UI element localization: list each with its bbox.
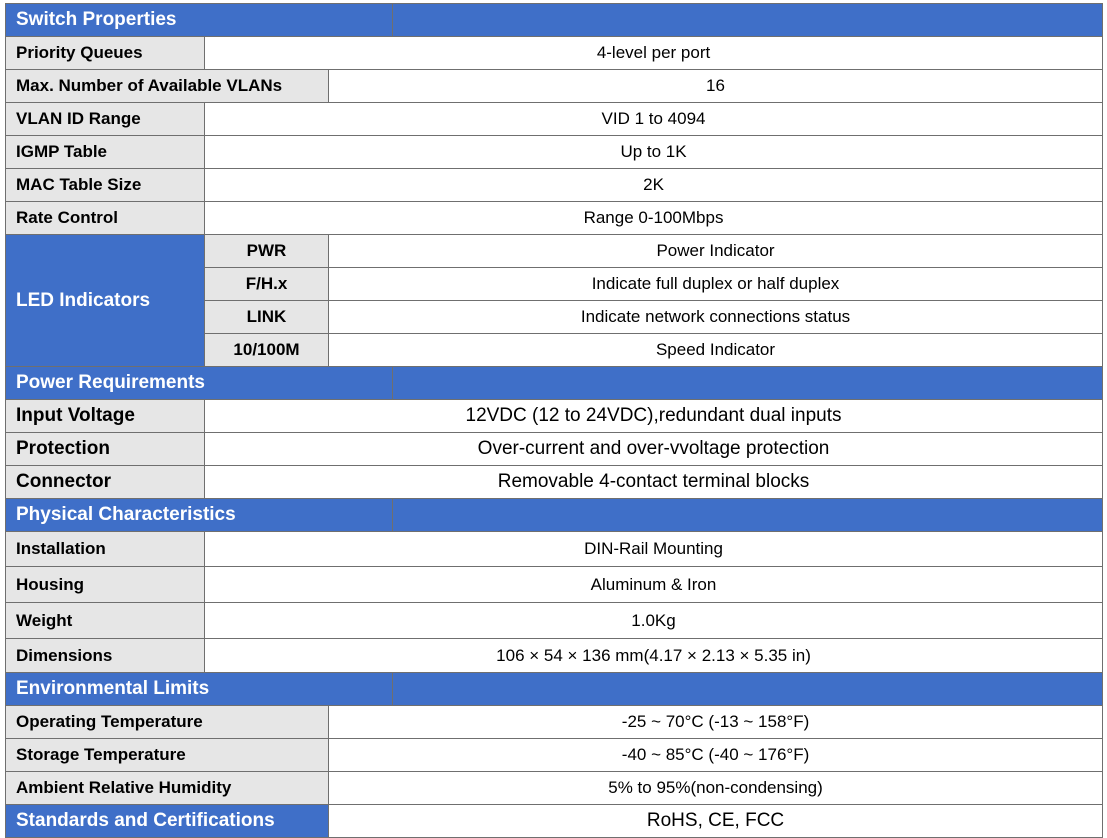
section-header-power: Power Requirements [6,367,393,400]
section-header-physical: Physical Characteristics [6,499,393,532]
spec-table [5,3,1103,838]
table-row [6,639,1103,673]
section-row-environment [6,673,1103,706]
table-row [6,235,1103,268]
table-row [6,169,1103,202]
led-indicators-label: LED Indicators [6,235,205,367]
table-row [6,202,1103,235]
spec-value: 2K [205,169,1103,202]
spec-label: Installation [6,532,205,567]
spec-value: Up to 1K [205,136,1103,169]
table-row [6,103,1103,136]
spec-value: Removable 4-contact terminal blocks [205,466,1103,499]
spec-label: MAC Table Size [6,169,205,202]
spec-label: Storage Temperature [6,739,329,772]
spec-label: Max. Number of Available VLANs [6,70,329,103]
spec-label: IGMP Table [6,136,205,169]
table-row [6,532,1103,567]
table-row [6,772,1103,805]
table-row [6,70,1103,103]
led-name: 10/100M [205,334,329,367]
spec-value: Range 0-100Mbps [205,202,1103,235]
led-value: Speed Indicator [329,334,1103,367]
spec-value: 4-level per port [205,37,1103,70]
spec-label: Operating Temperature [6,706,329,739]
led-value: Power Indicator [329,235,1103,268]
section-header-switch: Switch Properties [6,4,393,37]
spec-value: -25 ~ 70°C (-13 ~ 158°F) [329,706,1103,739]
spec-label: Weight [6,603,205,639]
section-header-environment: Environmental Limits [6,673,393,706]
table-row [6,37,1103,70]
led-name: PWR [205,235,329,268]
led-name: F/H.x [205,268,329,301]
spec-value: -40 ~ 85°C (-40 ~ 176°F) [329,739,1103,772]
spec-label: Ambient Relative Humidity [6,772,329,805]
spec-value: 5% to 95%(non-condensing) [329,772,1103,805]
section-header-filler [393,4,1103,37]
spec-value: DIN-Rail Mounting [205,532,1103,567]
spec-label: Priority Queues [6,37,205,70]
led-value: Indicate network connections status [329,301,1103,334]
spec-value: 106 × 54 × 136 mm(4.17 × 2.13 × 5.35 in) [205,639,1103,673]
standards-value: RoHS, CE, FCC [329,805,1103,838]
spec-label: Rate Control [6,202,205,235]
table-row [6,706,1103,739]
table-row [6,136,1103,169]
section-row-power [6,367,1103,400]
section-header-filler [393,367,1103,400]
spec-value: Over-current and over-vvoltage protection [205,433,1103,466]
spec-label: Input Voltage [6,400,205,433]
spec-value: 16 [329,70,1103,103]
spec-label: VLAN ID Range [6,103,205,136]
table-row [6,433,1103,466]
led-name: LINK [205,301,329,334]
section-header-filler [393,499,1103,532]
table-row [6,603,1103,639]
spec-label: Connector [6,466,205,499]
table-row [6,466,1103,499]
section-row-switch [6,4,1103,37]
led-value: Indicate full duplex or half duplex [329,268,1103,301]
spec-value: 1.0Kg [205,603,1103,639]
spec-value: 12VDC (12 to 24VDC),redundant dual inputs [205,400,1103,433]
spec-label: Housing [6,567,205,603]
section-header-filler [393,673,1103,706]
table-row [6,400,1103,433]
spec-value: VID 1 to 4094 [205,103,1103,136]
spec-label: Dimensions [6,639,205,673]
table-row [6,567,1103,603]
section-row-physical [6,499,1103,532]
spec-label: Protection [6,433,205,466]
section-header-standards: Standards and Certifications [6,805,329,838]
table-row [6,739,1103,772]
spec-value: Aluminum & Iron [205,567,1103,603]
section-row-standards [6,805,1103,838]
